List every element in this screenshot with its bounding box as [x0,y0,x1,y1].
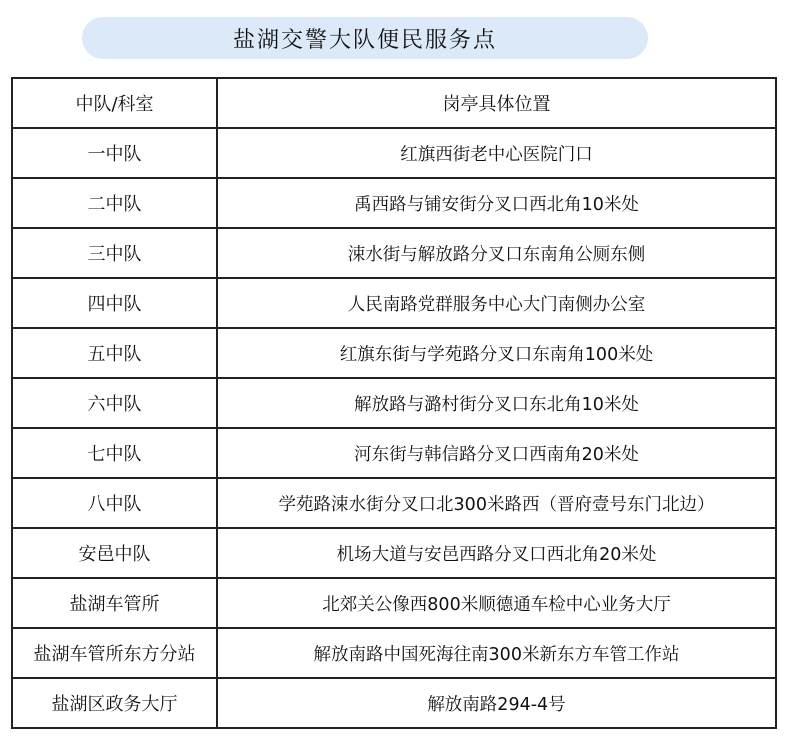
table-row [12,628,776,678]
table-row [12,278,776,328]
unit-cell: 八中队 [12,478,217,528]
service-points-table [11,77,777,729]
table-row [12,128,776,178]
unit-cell: 盐湖车管所 [12,578,217,628]
unit-cell: 五中队 [12,328,217,378]
table-row [12,578,776,628]
unit-cell: 三中队 [12,228,217,278]
location-cell: 解放路与潞村街分叉口东北角10米处 [217,378,776,428]
location-cell: 人民南路党群服务中心大门南侧办公室 [217,278,776,328]
unit-cell: 一中队 [12,128,217,178]
table-row [12,228,776,278]
unit-cell: 七中队 [12,428,217,478]
location-cell: 涑水街与解放路分叉口东南角公厕东侧 [217,228,776,278]
table-row [12,178,776,228]
table-row [12,428,776,478]
column-header-location: 岗亭具体位置 [217,78,776,128]
table-row [12,378,776,428]
location-cell: 红旗东街与学苑路分叉口东南角100米处 [217,328,776,378]
table-row [12,678,776,728]
location-cell: 学苑路涑水街分叉口北300米路西（晋府壹号东门北边） [217,478,776,528]
location-cell: 红旗西街老中心医院门口 [217,128,776,178]
unit-cell: 盐湖区政务大厅 [12,678,217,728]
unit-cell: 二中队 [12,178,217,228]
table-row [12,478,776,528]
location-cell: 解放南路中国死海往南300米新东方车管工作站 [217,628,776,678]
unit-cell: 四中队 [12,278,217,328]
table-row [12,528,776,578]
unit-cell: 盐湖车管所东方分站 [12,628,217,678]
table-row [12,328,776,378]
location-cell: 河东街与韩信路分叉口西南角20米处 [217,428,776,478]
location-cell: 机场大道与安邑西路分叉口西北角20米处 [217,528,776,578]
location-cell: 解放南路294-4号 [217,678,776,728]
unit-cell: 六中队 [12,378,217,428]
table-header-row [12,78,776,128]
unit-cell: 安邑中队 [12,528,217,578]
column-header-unit: 中队/科室 [12,78,217,128]
location-cell: 北郊关公像西800米顺德通车检中心业务大厅 [217,578,776,628]
location-cell: 禹西路与铺安街分叉口西北角10米处 [217,178,776,228]
page-title: 盐湖交警大队便民服务点 [82,17,648,59]
